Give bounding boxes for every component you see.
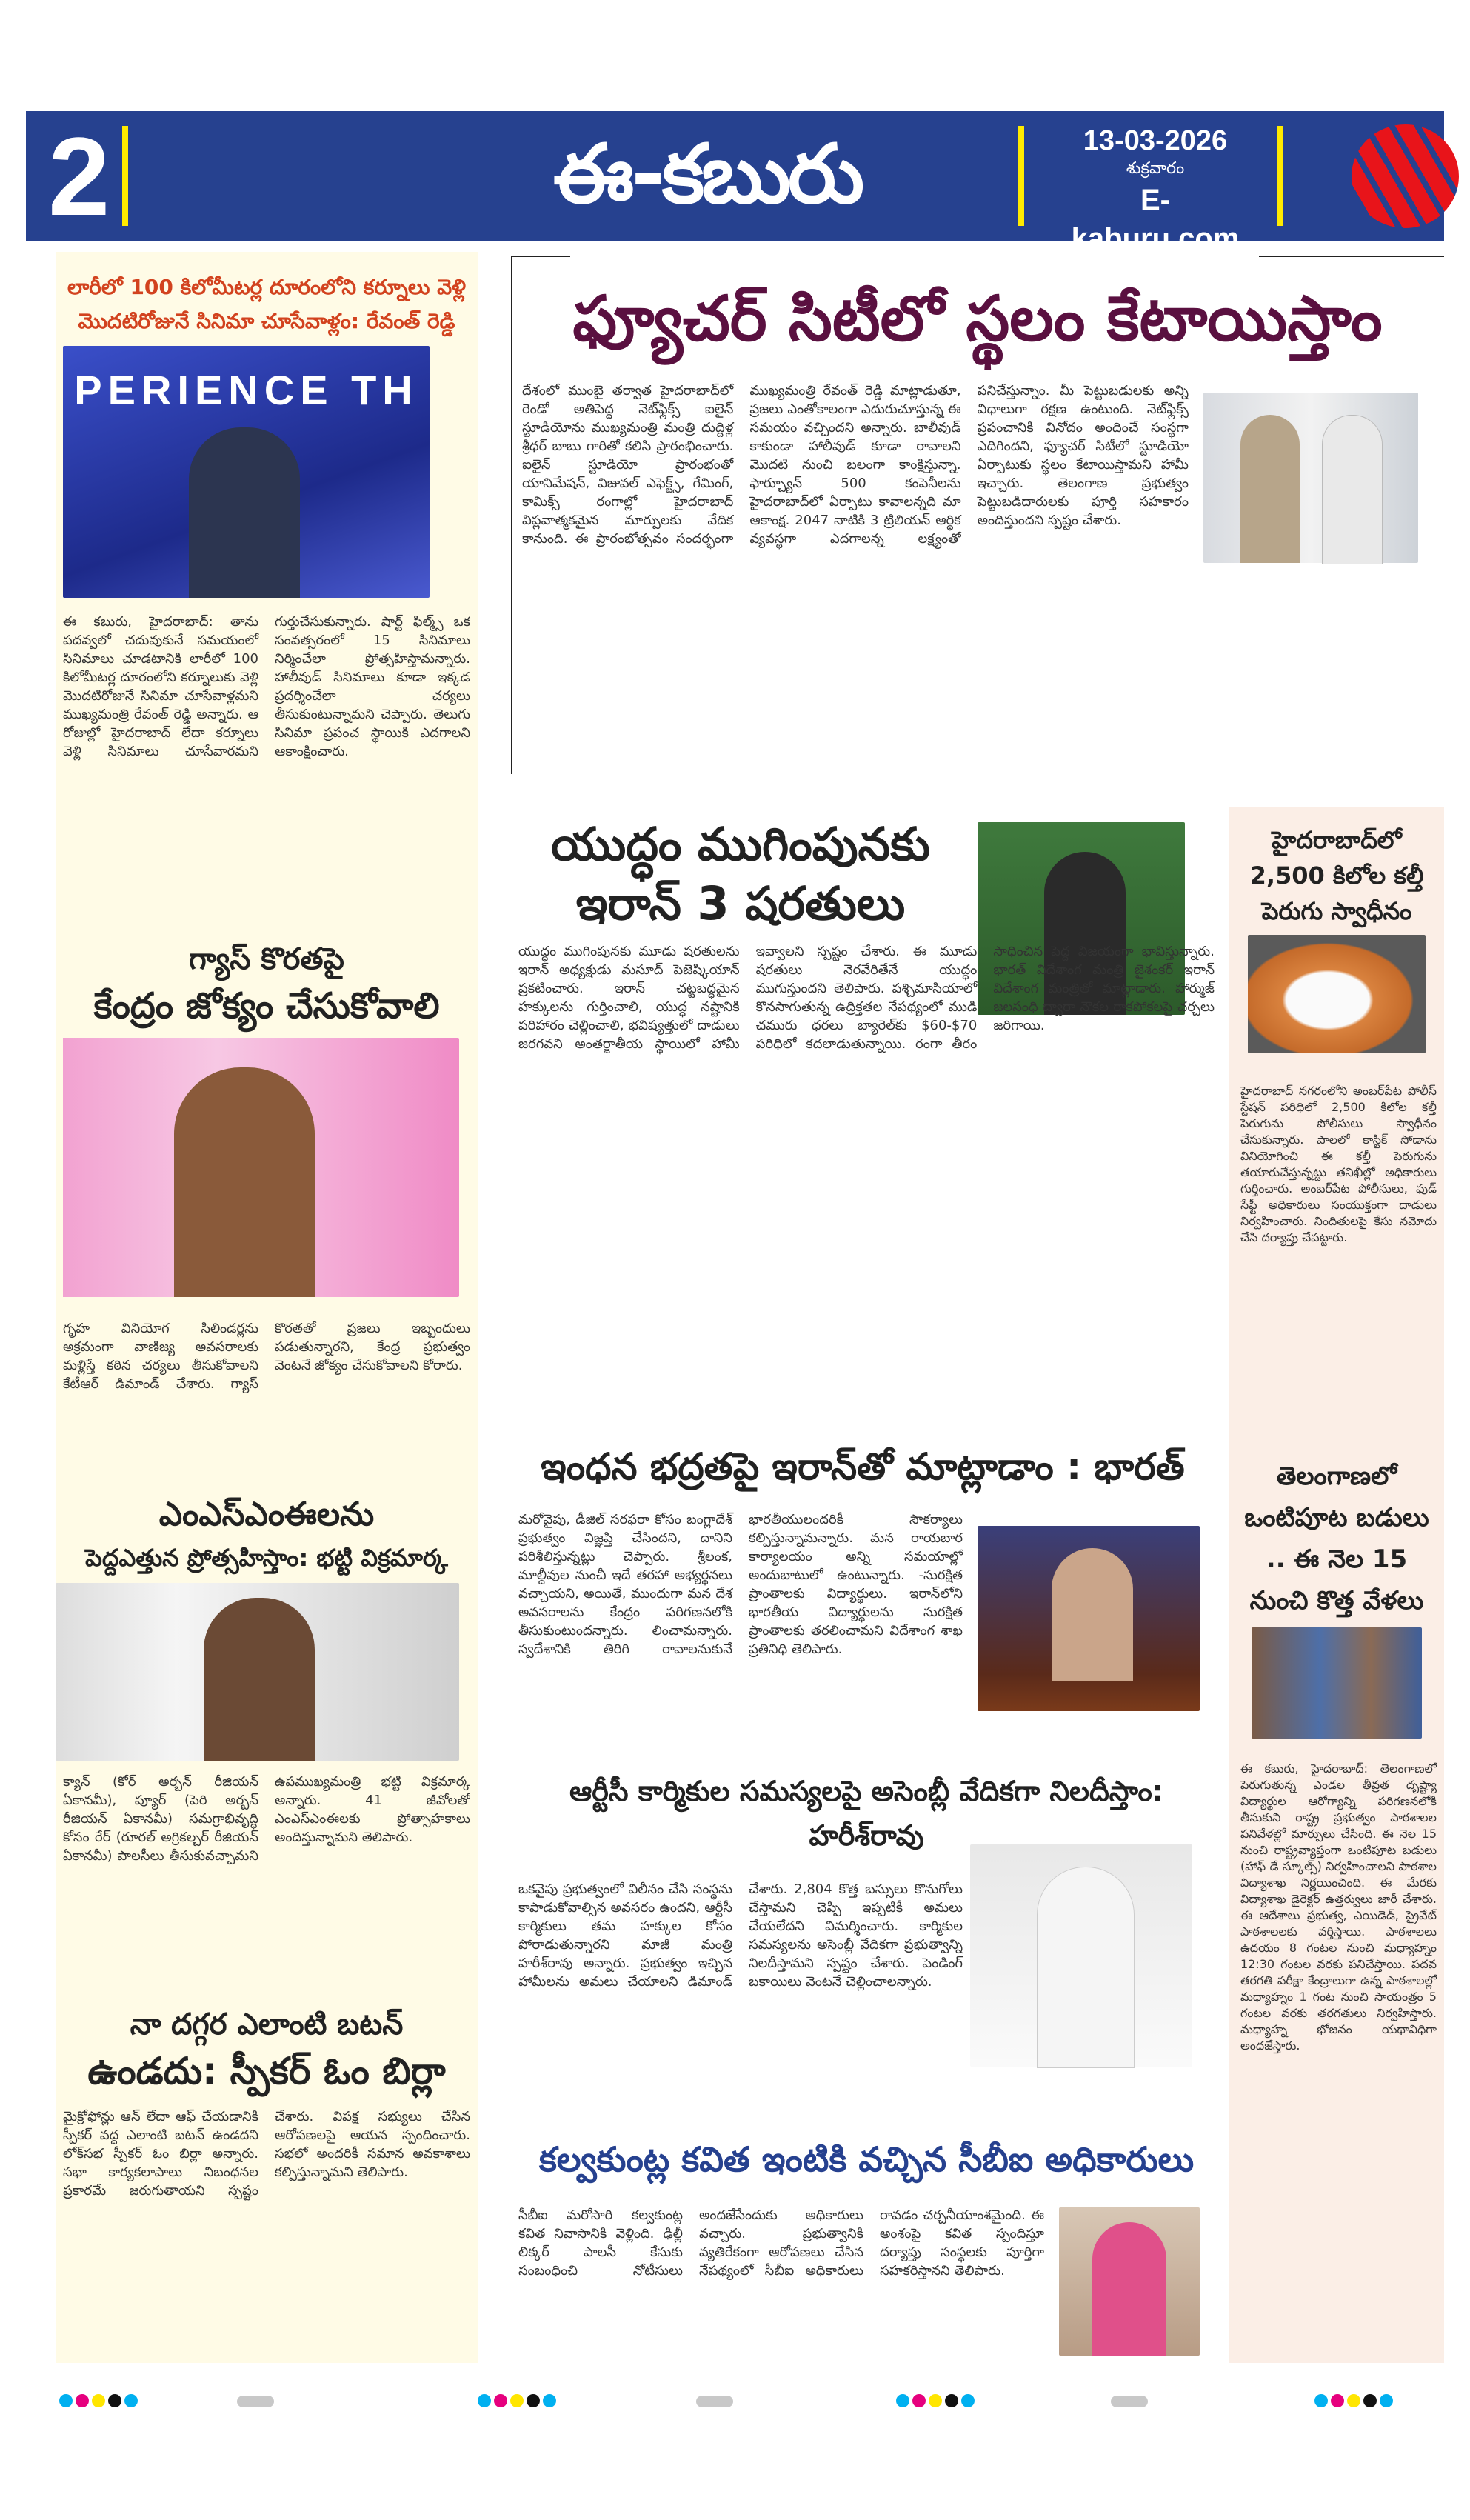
- date-block: [1063, 124, 1248, 258]
- article-body-rtc: ఒకవైపు ప్రభుత్వంలో విలీనం చేసి సంస్థను కాపాడుకోవాల్సిన అవసరం ఉందని, ఆర్టీసీ కార్మికులు తమ హక్కుల కోసం పోరాడుతున్నారని మాజీ మంత్రి హరీశ్‌రావు అన్నారు. ప్రభుత్వం ఇచ్చిన హామీలను అమలు చేయాలని డిమాండ్ చేశారు. 2,804 కొత్త బస్సులు కొనుగోలు చేస్తామని చెప్పి ఇప్పటికీ అమలు చేయలేదని విమర్శించారు. కార్మికుల సమస్యలను అసెంబ్లీ వేదికగా ప్రభుత్వాన్ని నిలదీస్తామని స్పష్టం చేశారు. పెండింగ్ బకాయిలు వెంటనే చెల్లించాలన్నారు.: [518, 1881, 963, 1990]
- article-body-om-birla: మైక్రోఫోన్లు ఆన్ లేదా ఆఫ్ చేయడానికి స్పీకర్ వద్ద ఎలాంటి బటన్ ఉండదని లోక్‌సభ స్పీకర్ ఓం బిర్లా అన్నారు. సభా కార్యకలాపాలు నిబంధనల ప్రకారమే జరుగుతాయని స్పష్టం చేశారు. విపక్ష సభ్యులు చేసిన ఆరోపణలపై ఆయన స్పందించారు. సభలో అందరికీ సమాన అవకాశాలు కల్పిస్తున్నామని తెలిపారు.: [63, 2109, 470, 2199]
- speaker-figure: [204, 1598, 315, 1761]
- photo-kavitha: [1059, 2207, 1200, 2356]
- photo-revanth-reddy: [63, 346, 430, 598]
- cyan-dot: [543, 2394, 556, 2407]
- cyan-dot: [124, 2394, 138, 2407]
- masthead: [26, 111, 1444, 255]
- grey-bar: [696, 2396, 733, 2407]
- newspaper-brand: ఈ-కబురు: [552, 127, 862, 221]
- magenta-dot: [494, 2394, 507, 2407]
- headline-msme-line2[interactable]: పెద్దఎత్తున ప్రోత్సహిస్తాం: భట్టి విక్రమార్క: [85, 1544, 448, 1572]
- headline-half-day-schools[interactable]: తెలంగాణలో ఒంటిపూట బడులు .. ఈ నెల 15 నుంచి కొత్త వేళలు: [1244, 1461, 1429, 1616]
- photo-bhatti-vikramarka: [56, 1583, 459, 1761]
- backdrop-text: PERIENCE TH: [74, 367, 418, 413]
- black-dot: [945, 2394, 958, 2407]
- person-figure: [1322, 415, 1383, 564]
- headline-rtc-harish-rao[interactable]: ఆర్టీసీ కార్మికుల సమస్యలపై అసెంబ్లీ వేదికగా నిలదీస్తాం: హరీశ్‌రావు: [569, 1775, 1164, 1852]
- photo-mea-spokesperson: [978, 1526, 1200, 1711]
- cyan-dot: [1314, 2394, 1328, 2407]
- article-body-gas: గృహ వినియోగ సిలిండర్లను అక్రమంగా వాణిజ్య అవసరాలకు మళ్లిస్తే కఠిన చర్యలు తీసుకోవాలని కేటీఆర్ డిమాండ్ చేశారు. గ్యాస్ కొరతతో ప్రజలు ఇబ్బందులు పడుతున్నారని, కేంద్ర ప్రభుత్వం వెంటనే జోక్యం చేసుకోవాలని కోరారు.: [63, 1321, 470, 1392]
- article-gas: [63, 937, 470, 1463]
- speaker-figure: [189, 427, 300, 598]
- black-dot: [108, 2394, 121, 2407]
- issue-date: 13-03-2026: [1083, 125, 1228, 156]
- divider: [511, 256, 512, 774]
- headline-gas-line1[interactable]: గ్యాస్ కొరతపై: [189, 942, 344, 976]
- divider: [122, 126, 128, 226]
- yellow-dot: [510, 2394, 524, 2407]
- yellow-dot: [929, 2394, 942, 2407]
- headline-iran-line1[interactable]: యుద్ధం ముగింపునకు: [551, 817, 930, 871]
- cyan-dot: [1380, 2394, 1393, 2407]
- photo-harish-rao: [970, 1844, 1192, 2067]
- website-link[interactable]: E-kaburu.com: [1071, 184, 1240, 255]
- speaker-figure: [1037, 1867, 1135, 2068]
- cyan-dot: [896, 2394, 909, 2407]
- article-body-schools: ఈ కబురు, హైదరాబాద్: తెలంగాణలో పెరుగుతున్న ఎండల తీవ్రత దృష్ట్యా విద్యార్థుల ఆరోగ్యాన్ని పరిగణనలోకి తీసుకుని రాష్ట్ర ప్రభుత్వం పాఠశాలల పనివేళల్లో మార్పులు చేసింది. ఈ నెల 15 నుంచి రాష్ట్రవ్యాప్తంగా ఒంటిపూట బడులు (హాఫ్ డే స్కూల్స్) నిర్వహించాలని పాఠశాల విద్యాశాఖ నిర్ణయించింది. ఈ మేరకు విద్యాశాఖ డైరెక్టర్ ఉత్తర్వులు జారీ చేశారు. ఈ ఆదేశాలు ప్రభుత్వ, ఎయిడెడ్, ప్రైవేట్ పాఠశాలలకు వర్తిస్తాయి. పాఠశాలలు ఉదయం 8 గంటల నుంచి మధ్యాహ్నం 12:30 గంటల వరకు పనిచేస్తాయి. పదవ తరగతి పరీక్షా కేంద్రాలుగా ఉన్న పాఠశాలల్లో మధ్యాహ్నం 1 గంట నుంచి సాయంత్రం 5 గంటల వరకు తరగతులు నిర్వహిస్తారు. మధ్యాహ్న భోజనం యథావిధిగా అందజేస్తారు.: [1240, 1761, 1437, 2053]
- headline-gas-line2[interactable]: కేంద్రం జోక్యం చేసుకోవాలి: [93, 985, 440, 1027]
- speaker-figure: [1052, 1548, 1133, 1681]
- article-curd: [1233, 822, 1440, 1444]
- logo-icon: [1352, 124, 1459, 228]
- cyan-dot: [478, 2394, 491, 2407]
- headline-fuel-security[interactable]: ఇంధన భద్రతపై ఇరాన్‌తో మాట్లాడాం : భారత్: [541, 1445, 1185, 1488]
- headline-adulterated-curd[interactable]: హైదరాబాద్‌లో 2,500 కిలోల కల్తీ పెరుగు స్వాధీనం: [1249, 826, 1424, 925]
- headline-kavitha-cbi[interactable]: కల్వకుంట్ల కవిత ఇంటికి వచ్చిన సీబీఐ అధికారులు: [538, 2139, 1195, 2179]
- photo-netflix-studio-launch: [1203, 393, 1418, 563]
- photo-school-children: [1252, 1627, 1422, 1739]
- headline-future-city[interactable]: ఫ్యూచర్ సిటీలో స్థలం కేటాయిస్తాం: [572, 282, 1383, 355]
- article-body-future-city: దేశంలో ముంబై తర్వాత హైదరాబాద్‌లో రెండో అతిపెద్ద నెట్‌ఫ్లిక్స్ ఐలైన్ స్టూడియోను ముఖ్యమంత్రి మంత్రి దుద్దిళ్ల శ్రీధర్ బాబు గారితో కలిసి ప్రారంభించారు. ఐలైన్ స్టూడియో ప్రారంభంతో యానిమేషన్, విజువల్ ఎఫెక్ట్స్, గేమింగ్, కామిక్స్ రంగాల్లో హైదరాబాద్ విప్లవాత్మకమైన మార్పులకు వేదిక కానుంది. ఈ ప్రారంభోత్సవం సందర్భంగా ముఖ్యమంత్రి రేవంత్ రెడ్డి మాట్లాడుతూ, ప్రజలు ఎంతోకాలంగా ఎదురుచూస్తున్న ఈ సమయం వచ్చిందని అన్నారు. బాలీవుడ్ కాకుండా హాలీవుడ్ కూడా రావాలని మొదటి నుంచి బలంగా కాంక్షిస్తున్నా. ఫార్చ్యూన్ 500 కంపెనీలను హైదరాబాద్‌లో ఏర్పాటు కావాలన్నది మా ఆకాంక్ష. 2047 నాటికి 3 ట్రిలియన్ ఆర్థిక వ్యవస్థగా ఎదగాలన్న లక్ష్యంతో పనిచేస్తున్నాం. మీ పెట్టుబడులకు అన్ని విధాలుగా రక్షణ ఉంటుంది. నెట్‌ఫ్లిక్స్ ప్రపంచానికి వినోదం అందించే సంస్థగా ఎదిగిందని, ఫ్యూచర్ సిటీలో స్టూడియో ఏర్పాటుకు స్థలం కేటాయిస్తామని హామీ ఇచ్చారు. తెలంగాణ ప్రభుత్వం పెట్టుబడిదారులకు పూర్తి సహకారం అందిస్తుందని స్పష్టం చేశారు.: [522, 383, 1189, 547]
- article-schools: [1233, 1456, 1440, 2359]
- magenta-dot: [912, 2394, 926, 2407]
- divider: [1277, 126, 1283, 226]
- person-figure: [1092, 2222, 1166, 2356]
- article-om-birla: [56, 2004, 478, 2359]
- article-body-curd: హైదరాబాద్ నగరంలోని అంబర్‌పేట పోలీస్ స్టేషన్ పరిధిలో 2,500 కిలోల కల్తీ పెరుగును పోలీసులు స్వాధీనం చేసుకున్నారు. పాలలో కాస్టిక్ సోడాను వినియోగించి ఈ కల్తీ పెరుగును తయారుచేస్తున్నట్టు తనిఖీల్లో అధికారులు గుర్తించారు. అంబర్‌పేట పోలీసులు, ఫుడ్ సేఫ్టీ అధికారులు సంయుక్తంగా దాడులు నిర్వహించారు. నిందితులపై కేసు నమోదు చేసి దర్యాప్తు చేపట్టారు.: [1240, 1084, 1437, 1244]
- yellow-dot: [1347, 2394, 1360, 2407]
- cyan-dot: [961, 2394, 975, 2407]
- black-dot: [527, 2394, 540, 2407]
- headline-om-birla-line2[interactable]: ఉండదు: స్పీకర్ ఓం బిర్లా: [87, 2050, 446, 2093]
- page-number: 2: [48, 114, 110, 239]
- grey-bar: [237, 2396, 274, 2407]
- article-body-msme: క్యాన్ (కోర్ అర్బన్ రీజియన్ ఏకానమీ), ప్యూర్ (పెరి అర్బన్ రీజియన్ ఏకానమీ) సమగ్రాభివృద్ధి కోసం రేర్ (రూరల్ అగ్రికల్చర్ రీజియన్ ఏకానమీ) పాలసీలు తీసుకువచ్చామని ఉపముఖ్యమంత్రి భట్టి విక్రమార్క అన్నారు. 41 జీవోలతో ఎంఎస్ఎంఈలకు ప్రోత్సాహకాలు అందిస్తున్నామని తెలిపారు.: [63, 1774, 470, 1864]
- magenta-dot: [1331, 2394, 1344, 2407]
- yellow-dot: [92, 2394, 105, 2407]
- photo-ktr: [63, 1038, 459, 1297]
- headline-msme-line1[interactable]: ఎంఎస్ఎంఈలను: [158, 1496, 375, 1533]
- headline-revanth[interactable]: లారీలో 100 కిలోమీటర్ల దూరంలోని కర్నూలు వెళ్లి మొదటిరోజునే సినిమా చూసేవాళ్లం: రేవంత్ రెడ్డి: [67, 275, 467, 333]
- divider: [1018, 126, 1024, 226]
- cyan-dot: [59, 2394, 73, 2407]
- color-registration-marks: [478, 2394, 559, 2409]
- divider: [511, 256, 570, 257]
- article-body-fuel: మరోవైపు, డీజిల్ సరఫరా కోసం బంగ్లాదేశ్ ప్రభుత్వం విజ్ఞప్తి చేసిందని, దానిని పరిశీలిస్తున్నట్లు చెప్పారు. శ్రీలంక, మాల్దీవుల నుంచీ ఇదే తరహా అభ్యర్థనలు వచ్చాయని, అయితే, ముందుగా మన దేశ అవసరాలను కేంద్రం పరిగణనలోకి తీసుకుంటుందన్నారు. లించామన్నారు. స్వదేశానికి తిరిగి రావాలనుకునే భారతీయులందరికీ సౌకర్యాలు కల్పిస్తున్నామన్నారు. మన రాయబార కార్యాలయం అన్ని సమయాల్లో అందుబాటులో ఉంటున్నారు. -సురక్షిత ప్రాంతాలకు విద్యార్థులు. ఇరాన్‌లోని భారతీయ విద్యార్థులను సురక్షిత ప్రాంతాలకు తరలించామని విదేశాంగ శాఖ ప్రతినిధి తెలిపారు.: [518, 1512, 963, 1657]
- magenta-dot: [76, 2394, 89, 2407]
- article-body-revanth: ఈ కబురు, హైదరాబాద్: తాను పదవ్వలో చదువుకునే సమయంలో సినిమాలు చూడటానికి లారీలో 100 కిలోమీటర్ల దూరంలోని కర్నూలుకు వెళ్లి మొదటిరోజునే సినిమా చూసేవాళ్లమని ముఖ్యమంత్రి రేవంత్ రెడ్డి అన్నారు. ఆ రోజుల్లో హైదరాబాద్ లేదా కర్నూలు వెళ్లి సినిమాలు చూసేవారమని గుర్తుచేసుకున్నారు. షార్ట్ ఫిల్మ్స్ ఒక సంవత్సరంలో 15 సినిమాలు నిర్మించేలా ప్రోత్సహిస్తామన్నారు. హాలీవుడ్ సినిమాలు కూడా ఇక్కడ ప్రదర్శించేలా చర్యలు తీసుకుంటున్నామని చెప్పారు. తెలుగు సినిమా ప్రపంచ స్థాయికి ఎదగాలని ఆకాంక్షించారు.: [63, 614, 470, 759]
- article-msme: [56, 1493, 478, 1956]
- color-registration-marks: [59, 2394, 141, 2409]
- grey-bar: [1111, 2396, 1148, 2407]
- person-figure: [1240, 415, 1300, 563]
- color-registration-marks: [1314, 2394, 1396, 2409]
- article-body-kavitha: సీబీఐ మరోసారి కల్వకుంట్ల కవిత నివాసానికి వెళ్లింది. ఢిల్లీ లిక్కర్ పాలసీ కేసుకు సంబంధించి నోటీసులు అందజేసేందుకు అధికారులు వచ్చారు. ప్రభుత్వానికి వ్యతిరేకంగా ఆరోపణలు చేసిన నేపథ్యంలో సీబీఐ అధికారులు రావడం చర్చనీయాంశమైంది. ఈ అంశంపై కవిత స్పందిస్తూ దర్యాప్తు సంస్థలకు పూర్తిగా సహకరిస్తానని తెలిపారు.: [518, 2207, 1044, 2279]
- headline-iran-line2[interactable]: ఇరాన్ 3 షరతులు: [575, 876, 906, 930]
- article-body-iran: యుద్ధం ముగింపునకు మూడు షరతులను ఇరాన్ అధ్యక్షుడు మసూద్ పెజెష్కియాన్ ప్రకటించారు. ఇరాన్ చట్టబద్ధమైన హక్కులను గుర్తించాలి, యుద్ధ నష్టానికి పరిహారం చెల్లించాలి, భవిష్యత్తులో దాడులు జరగవని అంతర్జాతీయ స్థాయిలో హామీ ఇవ్వాలని స్పష్టం చేశారు. ఈ మూడు షరతులు నెరవేరితేనే యుద్ధం ముగుస్తుందని తెలిపారు. పశ్చిమాసియాలో కొనసాగుతున్న ఉద్రిక్తతల నేపథ్యంలో ముడి చమురు ధరలు బ్యారెల్‌కు $60-$70 పరిధిలో కదలాడుతున్నాయి. రంగా తీరం సాధించిన పెద్ద విజయంగా భావిస్తున్నారు. భారత్ విదేశాంగ మంత్రి జైశంకర్ ఇరాన్ విదేశాంగ మంత్రితో మాట్లాడారు. హార్ముజ్ జలసంధి ద్వారా నౌకల రాకపోకలపై చర్చలు జరిగాయి.: [518, 944, 1215, 1052]
- article-revanth: [63, 270, 470, 922]
- color-registration-marks: [896, 2394, 978, 2409]
- black-dot: [1363, 2394, 1377, 2407]
- weekday: శుక్రవారం: [1126, 159, 1185, 178]
- speaker-figure: [174, 1067, 315, 1297]
- divider: [1259, 256, 1444, 257]
- headline-om-birla-line1[interactable]: నా దగ్గర ఎలాంటి బటన్: [130, 2007, 404, 2041]
- photo-curd-bowl: [1248, 935, 1426, 1053]
